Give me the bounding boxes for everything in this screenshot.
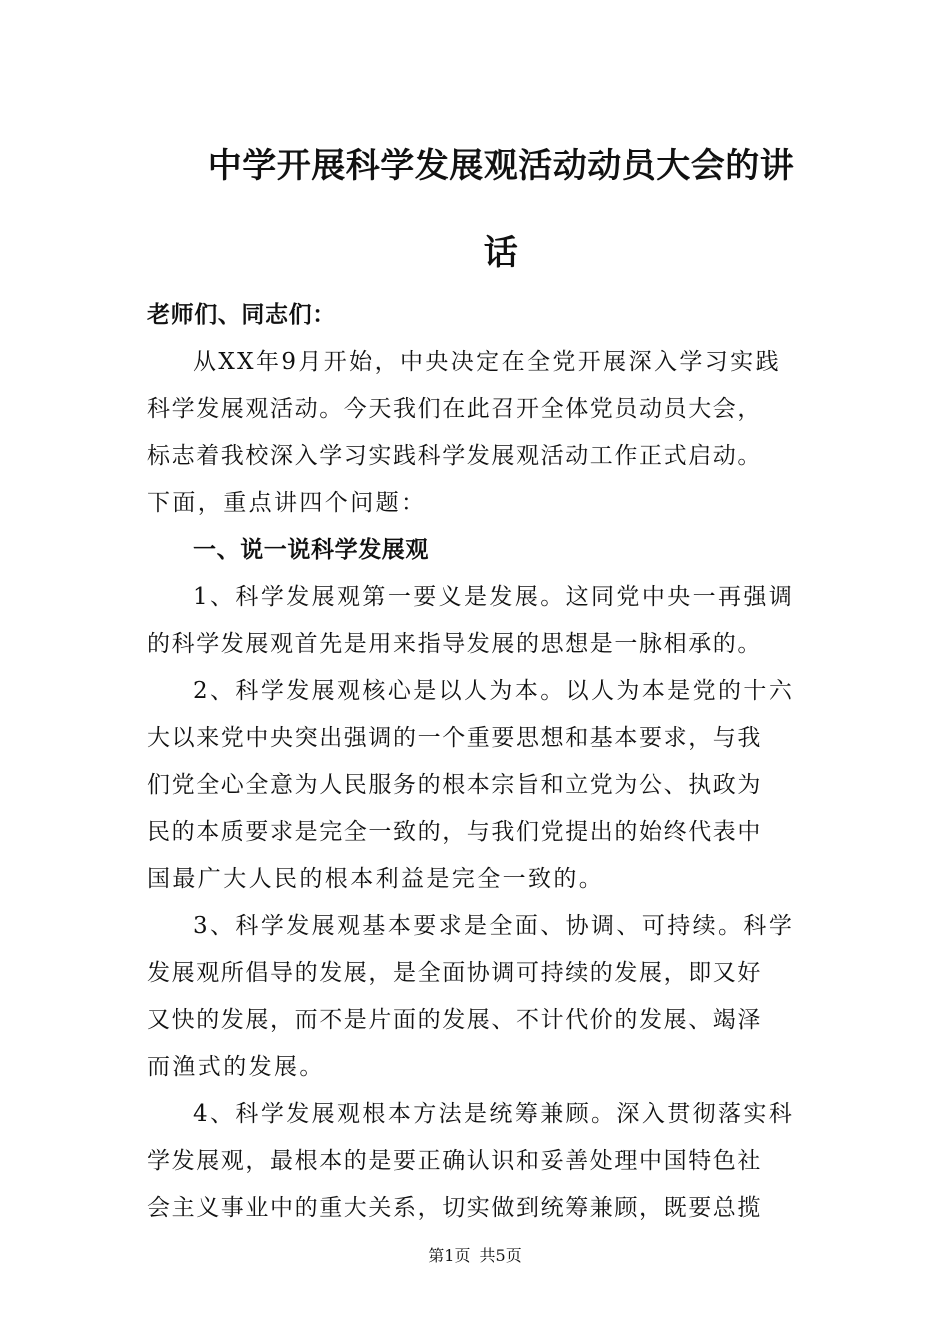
salutation: 老师们、同志们： <box>147 302 336 328</box>
page-footer <box>0 1243 950 1266</box>
paragraph-line: 4、科学发展观根本方法是统筹兼顾。深入贯彻落实科 <box>193 1101 795 1127</box>
paragraph-line: 学发展观，最根本的是要正确认识和妥善处理中国特色社 <box>147 1148 762 1174</box>
paragraph-line: 大以来党中央突出强调的一个重要思想和基本要求，与我 <box>147 725 762 751</box>
paragraph-line: 从XX年9月开始，中央决定在全党开展深入学习实践 <box>193 349 781 375</box>
page-number: 第1页 <box>428 1246 471 1265</box>
paragraph-line: 发展观所倡导的发展，是全面协调可持续的发展，即又好 <box>147 960 762 986</box>
paragraph-line: 而渔式的发展。 <box>147 1054 325 1080</box>
paragraph-line: 国最广大人民的根本利益是完全一致的。 <box>147 866 605 892</box>
paragraph-line: 标志着我校深入学习实践科学发展观活动工作正式启动。 <box>147 443 762 469</box>
paragraph-line: 的科学发展观首先是用来指导发展的思想是一脉相承的。 <box>147 631 762 657</box>
paragraph-line: 下面，重点讲四个问题： <box>147 490 427 516</box>
document-title-line-1: 中学开展科学发展观活动动员大会的讲 <box>207 146 795 186</box>
paragraph-line: 科学发展观活动。今天我们在此召开全体党员动员大会， <box>147 396 762 422</box>
paragraph-line: 2、科学发展观核心是以人为本。以人为本是党的十六 <box>193 678 795 704</box>
paragraph-line: 民的本质要求是完全一致的，与我们党提出的始终代表中 <box>147 819 762 845</box>
paragraph-line: 们党全心全意为人民服务的根本宗旨和立党为公、执政为 <box>147 772 762 798</box>
page-total: 共5页 <box>479 1246 522 1265</box>
paragraph-line: 会主义事业中的重大关系，切实做到统筹兼顾，既要总揽 <box>147 1195 762 1221</box>
paragraph-line: 1、科学发展观第一要义是发展。这同党中央一再强调 <box>193 584 795 610</box>
section-heading: 一、说一说科学发展观 <box>193 537 429 563</box>
paragraph-line: 3、科学发展观基本要求是全面、协调、可持续。科学 <box>193 913 795 939</box>
document-title-line-2: 话 <box>483 233 519 273</box>
paragraph-line: 又快的发展，而不是片面的发展、不计代价的发展、竭泽 <box>147 1007 762 1033</box>
document-body <box>147 292 807 1232</box>
